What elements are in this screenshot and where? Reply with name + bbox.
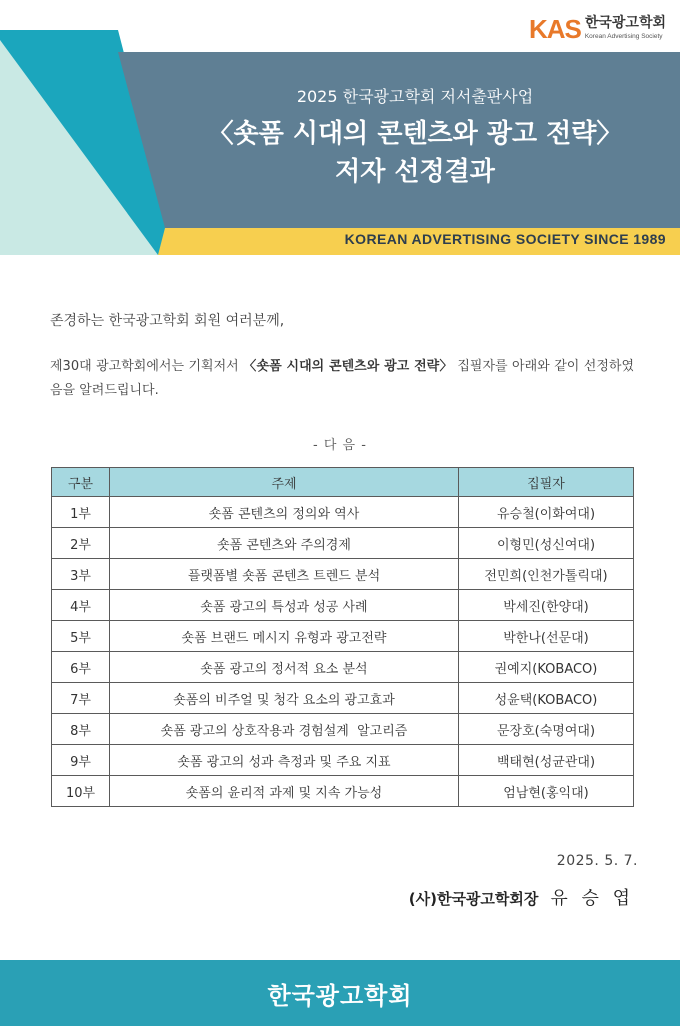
- row-author: 엄남현(홍익대): [459, 776, 634, 807]
- table-row: [52, 621, 634, 652]
- row-topic: 숏폼의 비주얼 및 청각 요소의 광고효과: [110, 683, 459, 714]
- kas-logo: [529, 14, 666, 44]
- row-author: 박세진(한양대): [459, 590, 634, 621]
- row-topic: 숏폼 콘텐츠의 정의와 역사: [110, 497, 459, 528]
- header-title-line2: 저자 선정결과: [335, 157, 495, 187]
- row-author: 전민희(인천가톨릭대): [459, 559, 634, 590]
- row-section: 2부: [52, 528, 110, 559]
- header-banner: [0, 0, 680, 290]
- announcement-date: 2025. 5. 7.: [556, 853, 638, 869]
- table-row: [52, 497, 634, 528]
- title-block: [150, 85, 680, 191]
- row-section: 9부: [52, 745, 110, 776]
- signature: [409, 884, 634, 910]
- row-section: 4부: [52, 590, 110, 621]
- table-row: [52, 528, 634, 559]
- footer-text: 한국광고학회: [267, 981, 413, 1010]
- table-row: [52, 683, 634, 714]
- table-header-row: [52, 468, 634, 497]
- logo-name: 한국광고학회: [584, 15, 666, 31]
- intro-book-title: 〈숏폼 시대의 콘텐츠와 광고 전략〉: [243, 359, 453, 374]
- row-section: 1부: [52, 497, 110, 528]
- logo-subtitle: Korean Advertising Society: [584, 33, 663, 40]
- row-section: 3부: [52, 559, 110, 590]
- row-author: 성윤택(KOBACO): [459, 683, 634, 714]
- author-table: [51, 467, 634, 807]
- intro-paragraph: [50, 355, 634, 403]
- row-section: 5부: [52, 621, 110, 652]
- row-topic: 숏폼 광고의 상호작용과 경험설계 알고리즘: [110, 714, 459, 745]
- row-topic: 숏폼 광고의 특성과 성공 사례: [110, 590, 459, 621]
- row-section: 7부: [52, 683, 110, 714]
- row-author: 백태현(성균관대): [459, 745, 634, 776]
- row-topic: 숏폼 광고의 성과 측정과 및 주요 지표: [110, 745, 459, 776]
- row-section: 8부: [52, 714, 110, 745]
- table-row: [52, 745, 634, 776]
- intro-before: 제30대 광고학회에서는 기획저서: [50, 359, 244, 374]
- row-author: 박한나(선문대): [459, 621, 634, 652]
- signature-org: (사)한국광고학회장: [408, 890, 539, 908]
- row-author: 권예지(KOBACO): [459, 652, 634, 683]
- table-row: [52, 590, 634, 621]
- row-topic: 숏폼 브랜드 메시지 유형과 광고전략: [110, 621, 459, 652]
- header-slogan: KOREAN ADVERTISING SOCIETY SINCE 1989: [344, 231, 666, 247]
- row-author: 문장호(숙명여대): [459, 714, 634, 745]
- row-section: 10부: [52, 776, 110, 807]
- row-topic: 숏폼의 윤리적 과제 및 지속 가능성: [110, 776, 459, 807]
- greeting: 존경하는 한국광고학회 회원 여러분께,: [50, 313, 285, 329]
- signature-name: 유 승 엽: [550, 888, 634, 909]
- row-author: 유승철(이화여대): [459, 497, 634, 528]
- row-section: 6부: [52, 652, 110, 683]
- footer-bar: [0, 960, 680, 1026]
- row-topic: 플랫폼별 숏폼 콘텐츠 트렌드 분석: [110, 559, 459, 590]
- header-section: 구분: [52, 468, 110, 497]
- header-author: 집필자: [459, 468, 634, 497]
- intro-after: 집필자를 아래와 같이 선정하였음을 알려드립니다.: [50, 359, 635, 398]
- table-row: [52, 559, 634, 590]
- table-row: [52, 776, 634, 807]
- header-title-line1: 〈숏폼 시대의 콘텐츠와 광고 전략〉: [207, 119, 623, 149]
- header-topic: 주제: [110, 468, 459, 497]
- row-topic: 숏폼 콘텐츠와 주의경제: [110, 528, 459, 559]
- notice-heading: - 다 음 -: [313, 438, 367, 453]
- table-body: [52, 497, 634, 807]
- header-subtitle: 2025 한국광고학회 저서출판사업: [296, 87, 534, 106]
- row-author: 이형민(성신여대): [459, 528, 634, 559]
- row-topic: 숏폼 광고의 정서적 요소 분석: [110, 652, 459, 683]
- table-row: [52, 714, 634, 745]
- table-row: [52, 652, 634, 683]
- logo-mark: KAS: [528, 14, 581, 44]
